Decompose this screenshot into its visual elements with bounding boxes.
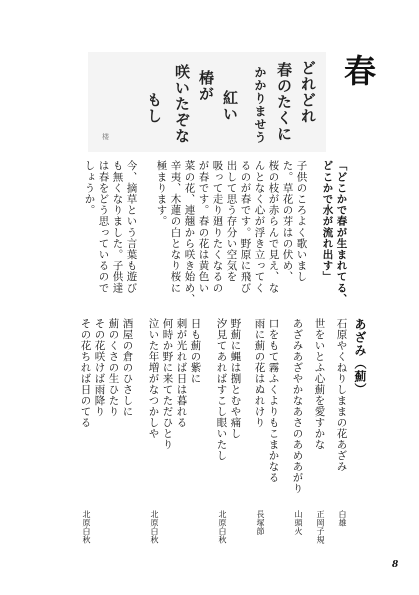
quote-line: どこかで水が流れ出す」 xyxy=(321,160,334,283)
essay-line: が春です。春の花は黄色い xyxy=(197,160,210,294)
essay-line: るのが春です。野原に飛び xyxy=(239,160,252,294)
essay-line: 子供のころよく歌いまし xyxy=(295,160,308,283)
seal-mark: 楼 xyxy=(102,133,109,141)
calligraphy-column: 春のたくに xyxy=(275,62,293,142)
haiku-line: 酒屋の倉のひさしに xyxy=(121,318,134,417)
calligraphy-panel xyxy=(88,52,326,152)
quote-line: 「どこかで春が生まれてる、 xyxy=(335,160,348,305)
haiku-author: 北原白秋 xyxy=(218,510,227,544)
calligraphy-column: 紅い xyxy=(221,90,239,122)
haiku-line: 石原やくねりしままの花あざみ xyxy=(335,318,348,472)
haiku-line: 口をもて霧ふくよりもこまかなる xyxy=(267,318,280,483)
calligraphy-column: 椿が xyxy=(197,70,215,102)
essay-line: は春をどう思っているので xyxy=(97,160,110,294)
essay-line: しょうか。 xyxy=(83,160,96,216)
essay-line: 菜の花、連翹から咲き始め、 xyxy=(183,160,196,305)
haiku-author: 長塚節 xyxy=(256,510,265,536)
page-number: 8 xyxy=(392,560,399,570)
essay-line: 出して思う存分い空気を xyxy=(225,160,238,283)
essay-line: んとなく心が浮き立ってく xyxy=(253,160,266,294)
haiku-line: 日も薊の紫に xyxy=(189,318,202,384)
haiku-author: 北原白秋 xyxy=(82,510,91,544)
calligraphy-column: かかりませう xyxy=(253,66,267,144)
haiku-author: 北原白秋 xyxy=(150,510,159,544)
haiku-line: 薊のくさの生ひたり xyxy=(107,318,120,417)
haiku-line: 野薊に蝿は捌とむや痛し xyxy=(229,318,242,439)
essay-line: 吸って走り廻りたくなるの xyxy=(211,160,224,294)
haiku-line: 泣いた年増がなつかしや xyxy=(147,318,160,439)
haiku-line: 何時か野に来てただひとり xyxy=(161,318,174,450)
haiku-line: 汐見てあればすこし眼いたし xyxy=(215,318,228,461)
season-title: 春 xyxy=(344,52,377,90)
essay-line: 辛夷、木蓮の白となり桜に xyxy=(169,160,182,294)
haiku-line: 雨に薊の花はぬれけり xyxy=(253,318,266,428)
calligraphy-column: 咲いたぞな xyxy=(173,64,191,144)
haiku-line: その花咲けば雨降り xyxy=(93,318,106,417)
essay-line: 桜の枝が赤らんで見え、な xyxy=(267,160,280,294)
haiku-author: 山頭火 xyxy=(294,510,303,536)
essay-line: も無くなりました。子供達 xyxy=(111,160,124,294)
calligraphy-column: どれどれ xyxy=(299,60,317,124)
haiku-line: 世をいとふ心薊を愛すかな xyxy=(313,318,326,450)
poem-title: あざみ（薊） xyxy=(353,318,367,396)
haiku-author: 白雄 xyxy=(338,510,347,527)
haiku-line: 刺が光れば日は暮れる xyxy=(175,318,188,428)
calligraphy-column: もし xyxy=(145,92,163,124)
essay-line: 今、摘草という言葉も遊び xyxy=(125,160,138,294)
haiku-line: あざみあざやかなあさのあめあがり xyxy=(291,318,304,494)
essay-line: 極まります。 xyxy=(155,160,168,227)
haiku-line: その花ちれば日のてる xyxy=(79,318,92,428)
essay-line: た。草花の芽はの伏め、 xyxy=(281,160,294,283)
haiku-author: 正岡子規 xyxy=(316,510,325,544)
